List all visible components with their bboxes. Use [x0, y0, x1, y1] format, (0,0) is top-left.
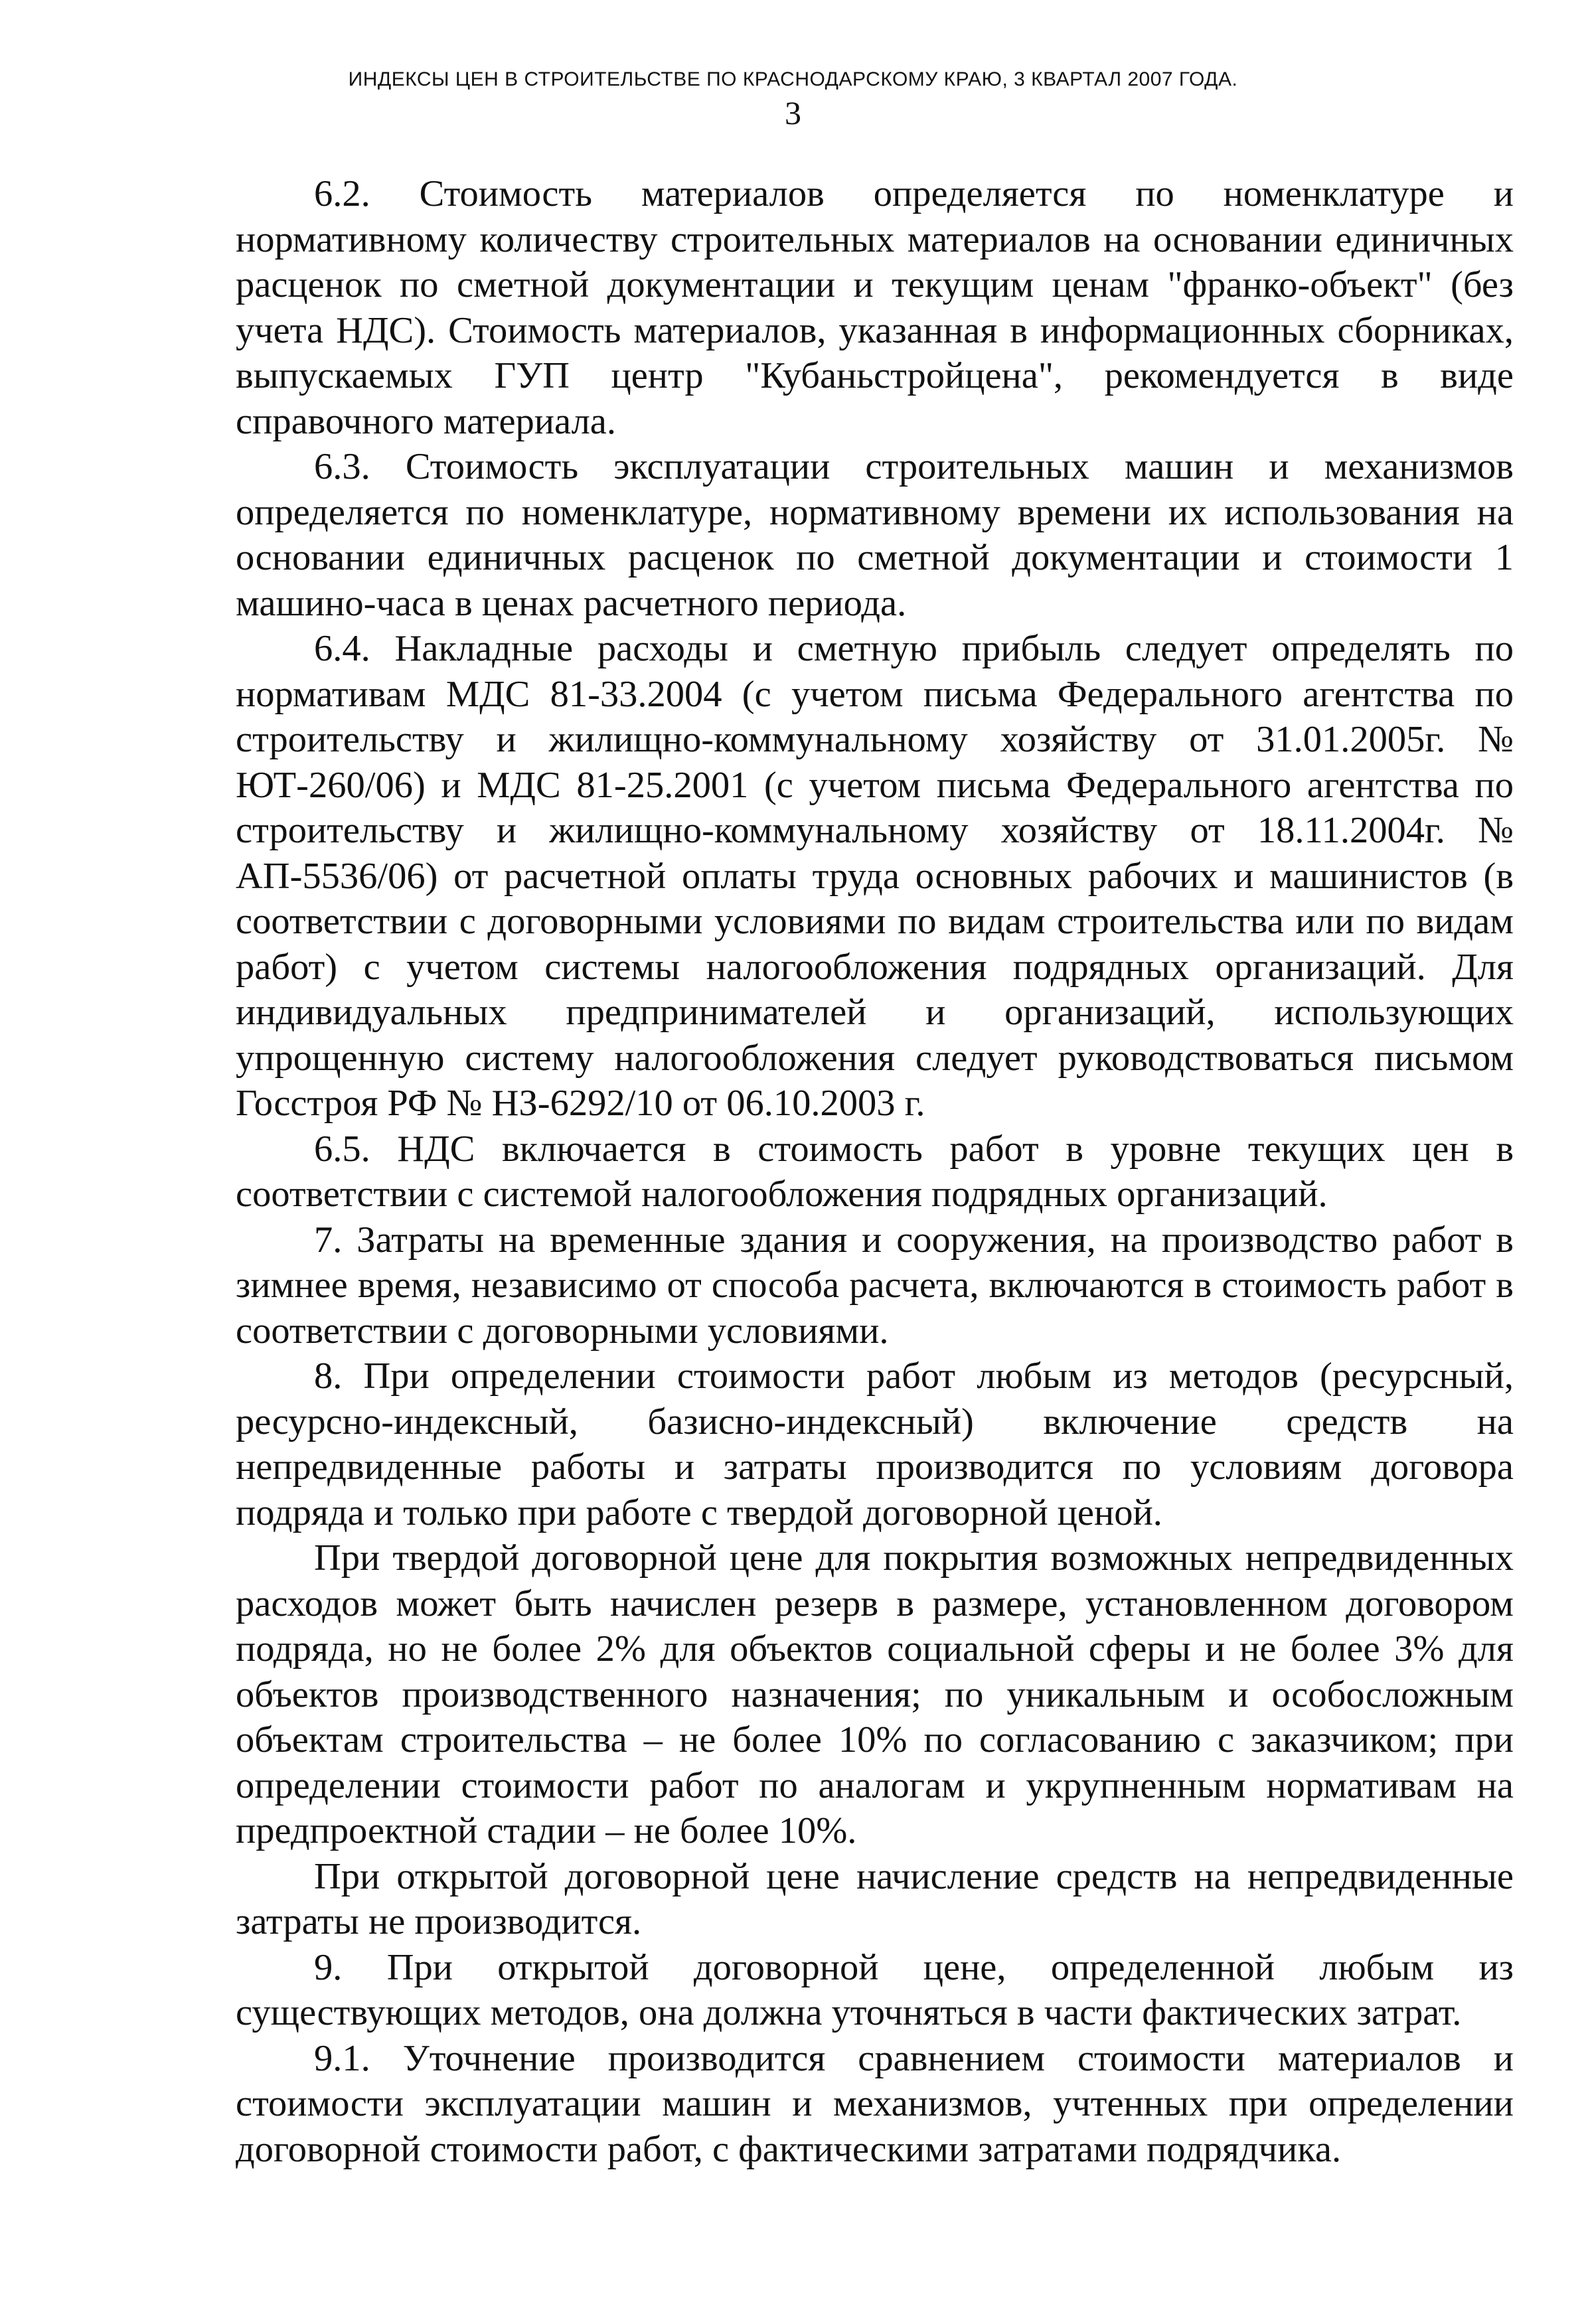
paragraph-9: 9. При открытой договорной цене, определенной любым из существующих методов, она должна уточняться в части фактических затрат.: [236, 1946, 1514, 2033]
paragraph-8-fixed-price: При твердой договорной цене для покрытия возможных непредвиденных расходов может быть начислен резерв в размере, установленном договором подряда, но не более 2% для объектов социальной сферы и не более 3% для объектов производственного назначения; по уникальным и особосложным объектам строительства – не более 10% по согласованию с заказчиком; при определении стоимости работ по аналогам и укрупненным нормативам на предпроектной стадии – не более 10%.: [236, 1537, 1514, 1851]
paragraph-6-5: 6.5. НДС включается в стоимость работ в уровне текущих цен в соответствии с системой налогообложения подрядных организаций.: [236, 1128, 1514, 1215]
document-body: [236, 171, 1514, 2172]
paragraph-8-open-price: При открытой договорной цене начисление средств на непредвиденные затраты не производится.: [236, 1855, 1514, 1942]
paragraph-6-4: 6.4. Накладные расходы и сметную прибыль следует определять по нормативам МДС 81-33.2004 (с учетом письма Федерального агентства по строительству и жилищно-коммунальному хозяйству от 31.01.2005г. № ЮТ-260/06) и МДС 81-25.2001 (с учетом письма Федерального агентства по строительству и жилищно-коммунальному хозяйству от 18.11.2004г. № АП-5536/06) от расчетной оплаты труда основных рабочих и машинистов (в соответствии с договорными условиями по видам строительства или по видам работ) с учетом системы налогообложения подрядных организаций. Для индивидуальных предпринимателей и организаций, использующих упрощенную систему налогообложения следует руководствоваться письмом Госстроя РФ № НЗ-6292/10 от 06.10.2003 г.: [236, 628, 1514, 1124]
paragraph-7: 7. Затраты на временные здания и сооружения, на производство работ в зимнее время, независимо от способа расчета, включаются в стоимость работ в соответствии с договорными условиями.: [236, 1219, 1514, 1352]
running-header: ИНДЕКСЫ ЦЕН В СТРОИТЕЛЬСТВЕ ПО КРАСНОДАРСКОМУ КРАЮ, 3 КВАРТАЛ 2007 ГОДА.: [348, 68, 1238, 90]
paragraph-6-3: 6.3. Стоимость эксплуатации строительных машин и механизмов определяется по номенклатуре, нормативному времени их использования на основании единичных расценок по сметной документации и стоимости 1 машино-часа в ценах расчетного периода.: [236, 446, 1514, 624]
paragraph-9-1: 9.1. Уточнение производится сравнением стоимости материалов и стоимости эксплуатации машин и механизмов, учтенных при определении договорной стоимости работ, с фактическими затратами подрядчика.: [236, 2037, 1514, 2170]
page-number: 3: [785, 94, 801, 131]
paragraph-6-2: 6.2. Стоимость материалов определяется по номенклатуре и нормативному количеству строительных материалов на основании единичных расценок по сметной документации и текущим ценам "франко-объект" (без учета НДС). Стоимость материалов, указанная в информационных сборниках, выпускаемых ГУП центр "Кубаньстройцена", рекомендуется в виде справочного материала.: [236, 173, 1514, 442]
paragraph-8: 8. При определении стоимости работ любым из методов (ресурсный, ресурсно-индексный, базисно-индексный) включение средств на непредвиденные работы и затраты производится по условиям договора подряда и только при работе с твердой договорной ценой.: [236, 1356, 1514, 1533]
